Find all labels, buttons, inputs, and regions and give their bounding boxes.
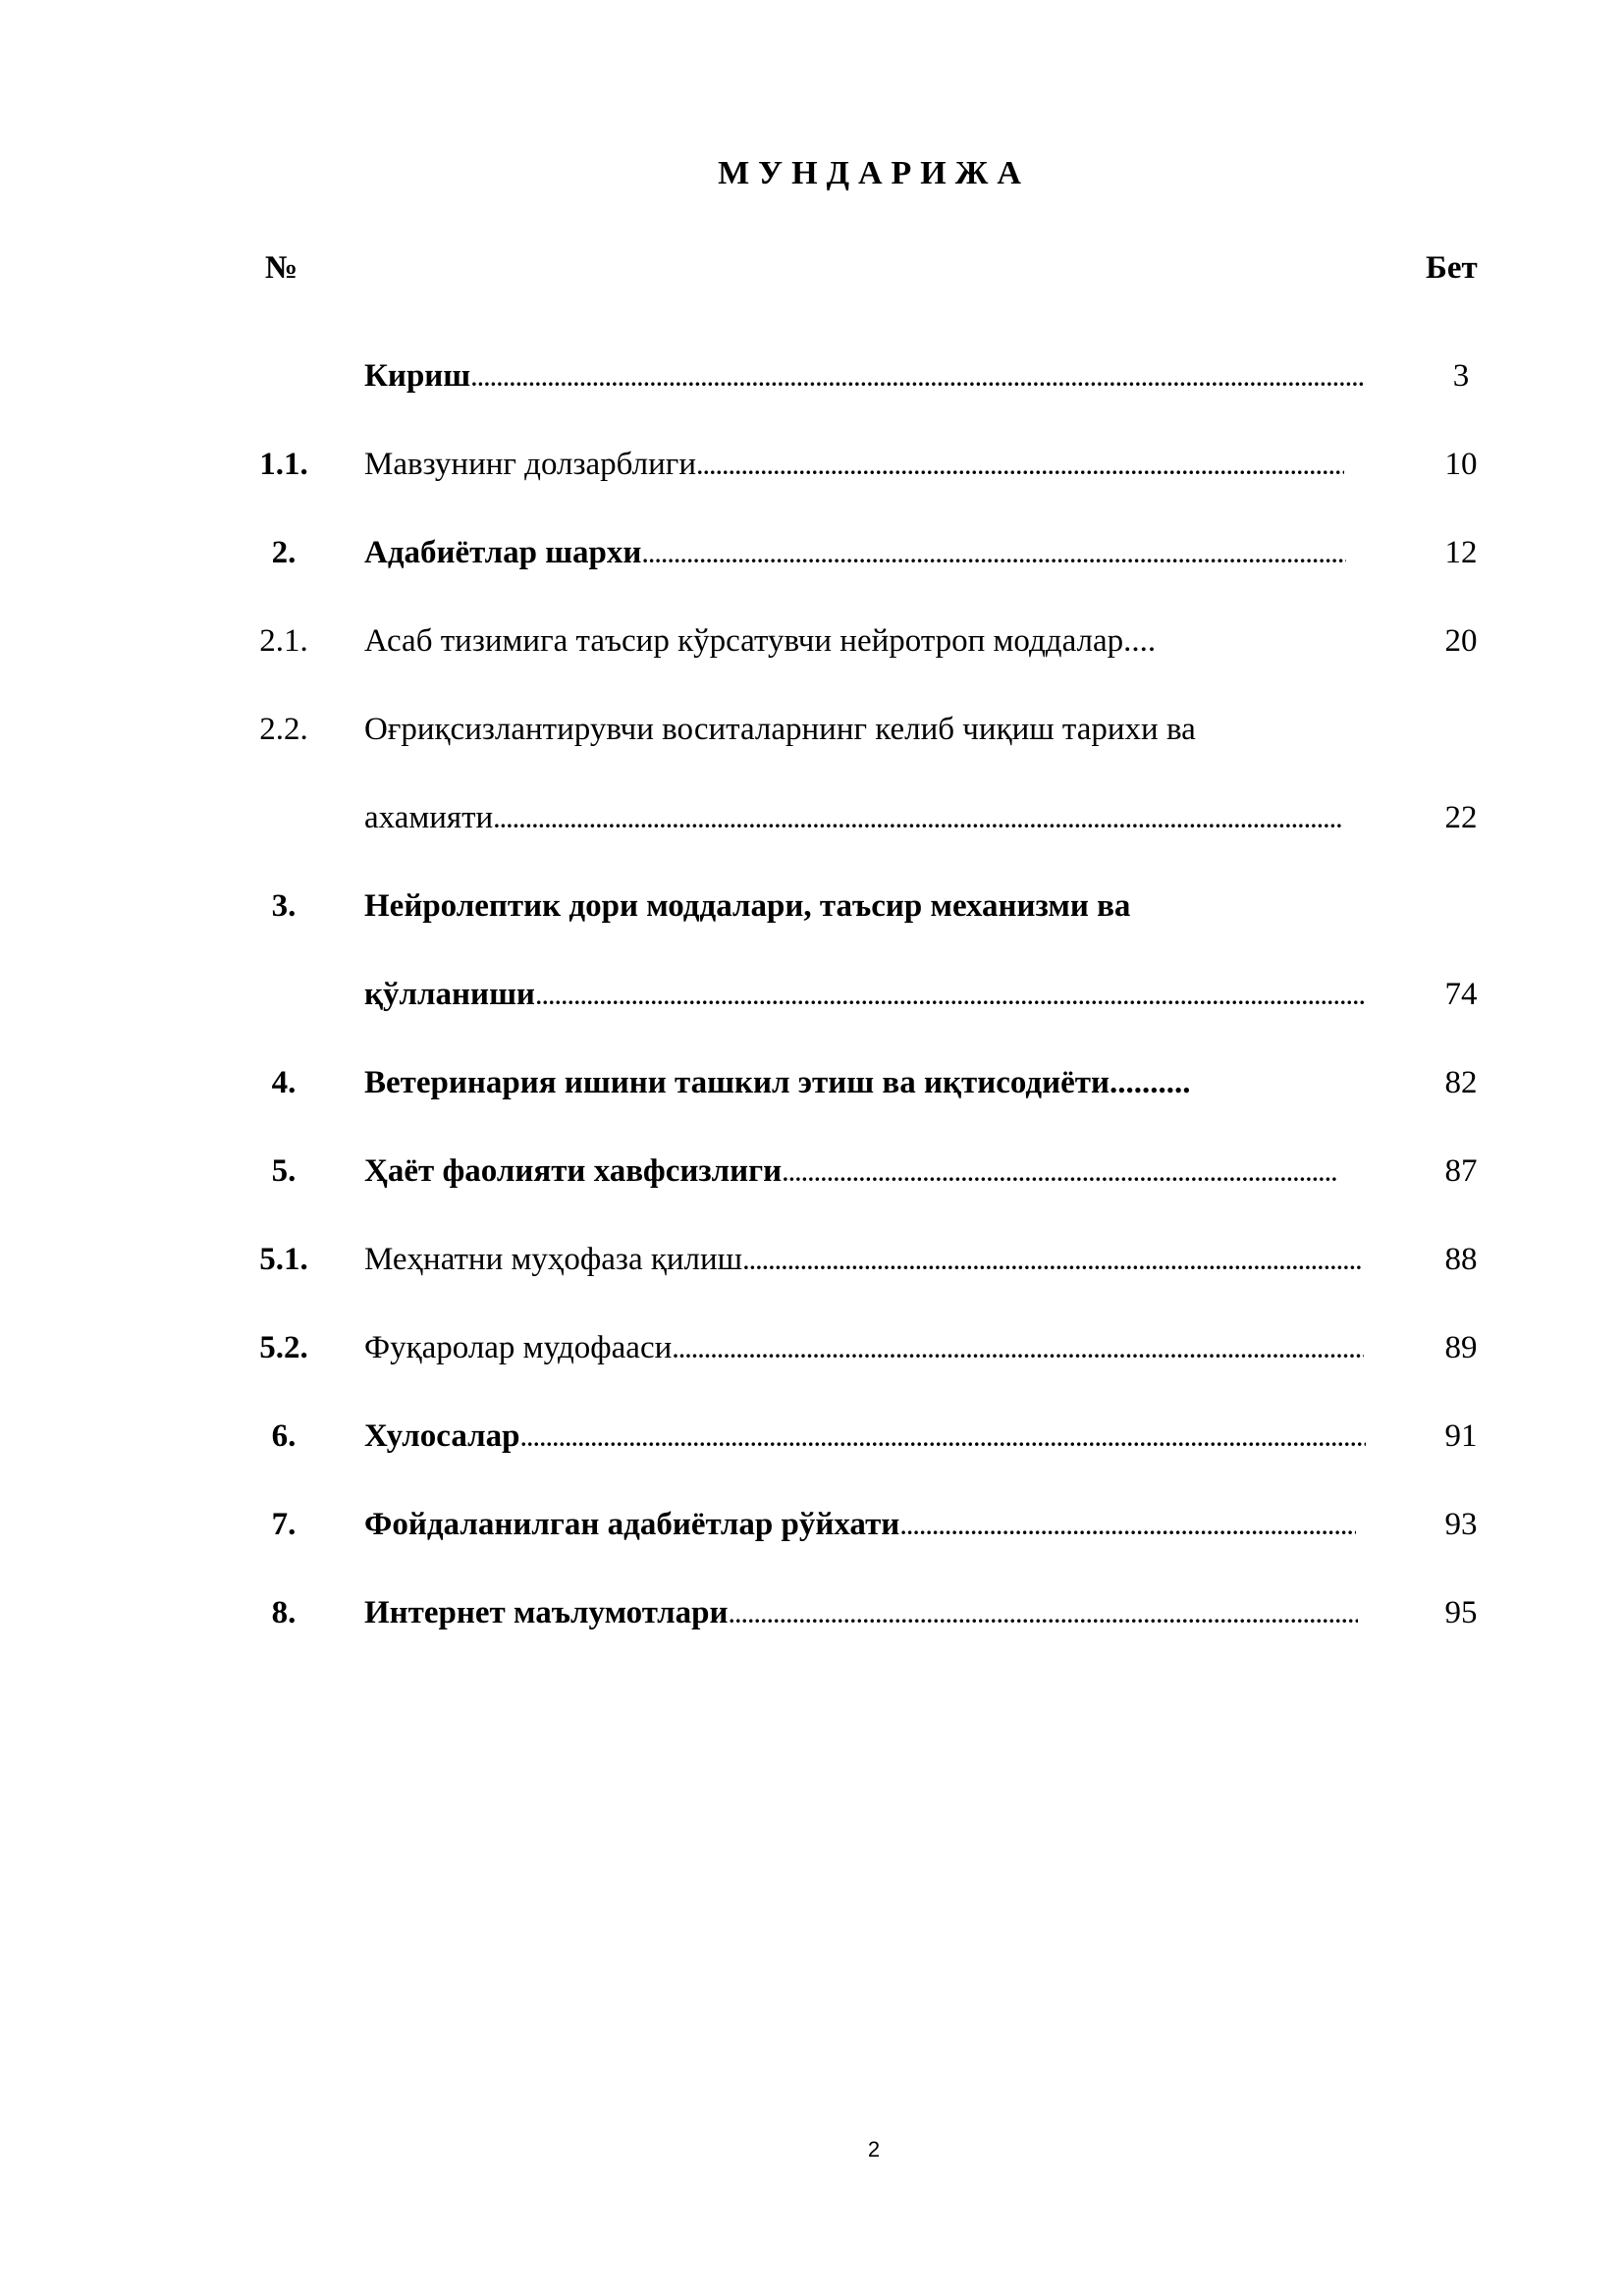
dot-leader — [642, 511, 1346, 597]
toc-entry-title-line1: Нейролептик дори моддалари, таъсир механизми ва — [364, 888, 1131, 924]
toc-entry-title: Интернет маълумотлари — [364, 1595, 729, 1630]
toc-entry-page: 93 — [1444, 1507, 1478, 1542]
toc-entry — [0, 685, 1624, 862]
toc-entry-title: Кириш — [364, 358, 471, 394]
toc-entry-number: 6. — [271, 1418, 297, 1454]
toc-entry — [0, 332, 1624, 420]
toc-entry — [0, 508, 1624, 597]
dot-leader — [697, 423, 1344, 508]
dot-leader — [900, 1483, 1356, 1569]
toc-entry-number: 5.2. — [259, 1330, 308, 1365]
toc-entry — [0, 1569, 1624, 1657]
toc-entry-page: 95 — [1444, 1595, 1478, 1630]
toc-entry-page: 74 — [1444, 977, 1478, 1012]
toc-entry-page: 22 — [1444, 800, 1478, 835]
number-column-header: № — [265, 250, 298, 286]
dot-leader — [494, 776, 1341, 862]
toc-entry-number: 2.1. — [259, 623, 308, 659]
dot-leader — [673, 1307, 1364, 1392]
dot-leader — [743, 1218, 1361, 1304]
toc-entry — [0, 1039, 1624, 1127]
toc-entry-page: 12 — [1444, 535, 1478, 570]
toc-entry-title-line2: қўлланиши — [364, 977, 535, 1012]
toc-entry — [0, 420, 1624, 508]
toc-entry-number: 4. — [271, 1065, 297, 1100]
toc-entry-page: 87 — [1444, 1153, 1478, 1189]
dot-leader — [536, 953, 1366, 1039]
dot-leader — [471, 335, 1364, 420]
toc-entry-title: Фойдаланилган адабиётлар рўйхати — [364, 1507, 900, 1542]
toc-entry — [0, 862, 1624, 1039]
toc-entry-page: 88 — [1444, 1242, 1478, 1277]
toc-entry — [0, 1480, 1624, 1569]
dot-leader — [729, 1572, 1358, 1657]
toc-entry-number: 5. — [271, 1153, 297, 1189]
toc-entry-number: 7. — [271, 1507, 297, 1542]
dot-leader — [783, 1130, 1336, 1215]
toc-entry-number: 2.2. — [259, 712, 308, 747]
toc-entry-title-line2: ахамияти — [364, 800, 494, 835]
toc-entry — [0, 1304, 1624, 1392]
toc-entry-number: 8. — [271, 1595, 297, 1630]
toc-entry-number: 5.1. — [259, 1242, 308, 1277]
toc-entry-title: Хулосалар — [364, 1418, 520, 1454]
toc-entry — [0, 597, 1624, 685]
toc-entry-page: 20 — [1444, 623, 1478, 659]
toc-entry — [0, 1215, 1624, 1304]
toc-entry — [0, 1127, 1624, 1215]
toc-entry-page: 89 — [1444, 1330, 1478, 1365]
toc-entry-title: Адабиётлар шархи — [364, 535, 642, 570]
toc-entry-page: 82 — [1444, 1065, 1478, 1100]
toc-entry-number: 1.1. — [259, 447, 308, 482]
toc-entry-title: Фуқаролар мудофааси — [364, 1330, 673, 1365]
toc-entry-title-line1: Оғриқсизлантирувчи воситаларнинг келиб чиқиш тарихи ва — [364, 712, 1196, 747]
toc-entry-number: 3. — [271, 888, 297, 924]
toc-entry-title: Ветеринария ишини ташкил этиш ва иқтисодиёти.......... — [364, 1065, 1191, 1100]
toc-entry-page: 91 — [1444, 1418, 1478, 1454]
table-of-contents — [0, 332, 1624, 1657]
toc-entry — [0, 1392, 1624, 1480]
toc-entry-page: 10 — [1444, 447, 1478, 482]
toc-entry-title: Меҳнатни муҳофаза қилиш — [364, 1242, 743, 1277]
toc-entry-title: Ҳаёт фаолияти хавфсизлиги — [364, 1153, 783, 1189]
dot-leader — [520, 1395, 1366, 1480]
page-title: МУНДАРИЖА — [718, 155, 1030, 191]
toc-entry-number: 2. — [271, 535, 297, 570]
page-column-header: Бет — [1426, 250, 1478, 286]
toc-entry-page: 3 — [1452, 358, 1470, 394]
toc-entry-title: Асаб тизимига таъсир кўрсатувчи нейротроп моддалар.... — [364, 623, 1157, 659]
toc-entry-title: Мавзунинг долзарблиги — [364, 447, 696, 482]
page-number: 2 — [867, 2137, 881, 2162]
